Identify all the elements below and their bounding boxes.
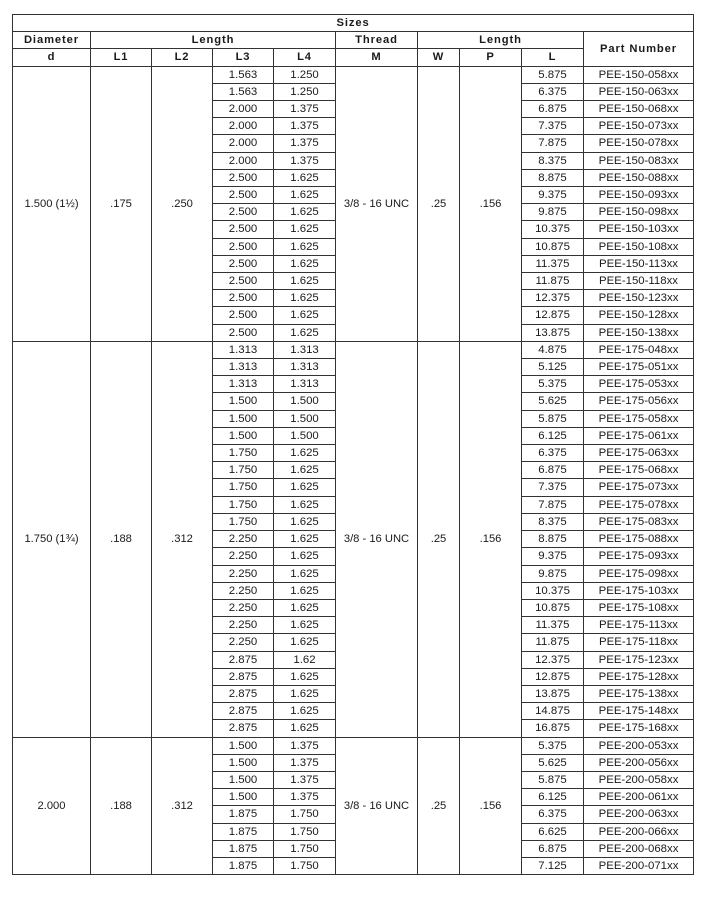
length-l-cell: 6.375 bbox=[522, 445, 584, 462]
length-l-cell: 7.375 bbox=[522, 479, 584, 496]
thread-cell: 3/8 - 16 UNC bbox=[336, 341, 418, 737]
l3-cell: 2.250 bbox=[213, 634, 274, 651]
l4-cell: 1.625 bbox=[274, 531, 336, 548]
l3-cell: 1.875 bbox=[213, 840, 274, 857]
length-l-cell: 5.625 bbox=[522, 393, 584, 410]
part-number-cell: PEE-175-098xx bbox=[584, 565, 694, 582]
l4-cell: 1.750 bbox=[274, 857, 336, 874]
part-number-cell: PEE-175-118xx bbox=[584, 634, 694, 651]
part-number-cell: PEE-150-128xx bbox=[584, 307, 694, 324]
length-l-cell: 5.375 bbox=[522, 376, 584, 393]
length-l-cell: 5.875 bbox=[522, 410, 584, 427]
length-l-cell: 7.875 bbox=[522, 496, 584, 513]
l3-cell: 2.875 bbox=[213, 651, 274, 668]
table-row bbox=[13, 66, 694, 83]
part-number-cell: PEE-200-071xx bbox=[584, 857, 694, 874]
l4-cell: 1.500 bbox=[274, 393, 336, 410]
p-cell: .156 bbox=[460, 341, 522, 737]
length-l-cell: 12.875 bbox=[522, 307, 584, 324]
l4-cell: 1.500 bbox=[274, 427, 336, 444]
l4-cell: 1.625 bbox=[274, 548, 336, 565]
length-l-cell: 11.875 bbox=[522, 273, 584, 290]
l3-cell: 1.500 bbox=[213, 410, 274, 427]
length-l-cell: 9.375 bbox=[522, 548, 584, 565]
table-row bbox=[13, 341, 694, 358]
l3-cell: 1.750 bbox=[213, 513, 274, 530]
part-number-cell: PEE-175-056xx bbox=[584, 393, 694, 410]
length-l-cell: 13.875 bbox=[522, 324, 584, 341]
l3-cell: 1.750 bbox=[213, 462, 274, 479]
length-l-cell: 6.875 bbox=[522, 462, 584, 479]
l3-cell: 2.500 bbox=[213, 204, 274, 221]
header-diameter: Diameter bbox=[13, 32, 91, 49]
part-number-cell: PEE-150-093xx bbox=[584, 187, 694, 204]
part-number-cell: PEE-150-078xx bbox=[584, 135, 694, 152]
l3-cell: 2.500 bbox=[213, 221, 274, 238]
part-number-cell: PEE-200-053xx bbox=[584, 737, 694, 754]
l1-cell: .188 bbox=[91, 341, 152, 737]
part-number-cell: PEE-175-113xx bbox=[584, 617, 694, 634]
l3-cell: 2.250 bbox=[213, 531, 274, 548]
length-l-cell: 6.875 bbox=[522, 840, 584, 857]
part-number-cell: PEE-200-068xx bbox=[584, 840, 694, 857]
length-l-cell: 7.125 bbox=[522, 857, 584, 874]
l3-cell: 2.000 bbox=[213, 152, 274, 169]
l4-cell: 1.625 bbox=[274, 290, 336, 307]
l4-cell: 1.625 bbox=[274, 582, 336, 599]
l3-cell: 1.500 bbox=[213, 393, 274, 410]
l2-cell: .250 bbox=[152, 66, 213, 341]
l4-cell: 1.375 bbox=[274, 789, 336, 806]
part-number-cell: PEE-150-138xx bbox=[584, 324, 694, 341]
w-cell: .25 bbox=[418, 341, 460, 737]
l3-cell: 1.750 bbox=[213, 445, 274, 462]
l4-cell: 1.625 bbox=[274, 634, 336, 651]
l4-cell: 1.625 bbox=[274, 445, 336, 462]
l4-cell: 1.250 bbox=[274, 66, 336, 83]
length-l-cell: 6.125 bbox=[522, 789, 584, 806]
part-number-cell: PEE-175-068xx bbox=[584, 462, 694, 479]
l4-cell: 1.625 bbox=[274, 599, 336, 616]
l3-cell: 2.250 bbox=[213, 582, 274, 599]
l4-cell: 1.375 bbox=[274, 135, 336, 152]
l4-cell: 1.375 bbox=[274, 118, 336, 135]
part-number-cell: PEE-175-148xx bbox=[584, 703, 694, 720]
l3-cell: 1.750 bbox=[213, 479, 274, 496]
column-header-l2: L2 bbox=[152, 49, 213, 66]
length-l-cell: 9.375 bbox=[522, 187, 584, 204]
l3-cell: 1.313 bbox=[213, 341, 274, 358]
p-cell: .156 bbox=[460, 737, 522, 875]
part-number-cell: PEE-175-083xx bbox=[584, 513, 694, 530]
length-l-cell: 8.375 bbox=[522, 513, 584, 530]
l4-cell: 1.625 bbox=[274, 565, 336, 582]
column-header-l3: L3 bbox=[213, 49, 274, 66]
l4-cell: 1.313 bbox=[274, 341, 336, 358]
sizes-table bbox=[12, 14, 694, 875]
column-header-w: W bbox=[418, 49, 460, 66]
l4-cell: 1.313 bbox=[274, 359, 336, 376]
header-length-2: Length bbox=[418, 32, 584, 49]
length-l-cell: 12.875 bbox=[522, 668, 584, 685]
diameter-cell: 2.000 bbox=[13, 737, 91, 875]
length-l-cell: 7.375 bbox=[522, 118, 584, 135]
l3-cell: 2.875 bbox=[213, 685, 274, 702]
l3-cell: 1.750 bbox=[213, 496, 274, 513]
length-l-cell: 4.875 bbox=[522, 341, 584, 358]
l4-cell: 1.375 bbox=[274, 771, 336, 788]
l1-cell: .188 bbox=[91, 737, 152, 875]
part-number-cell: PEE-150-113xx bbox=[584, 255, 694, 272]
length-l-cell: 8.875 bbox=[522, 169, 584, 186]
part-number-cell: PEE-175-048xx bbox=[584, 341, 694, 358]
l4-cell: 1.625 bbox=[274, 238, 336, 255]
part-number-cell: PEE-150-083xx bbox=[584, 152, 694, 169]
l3-cell: 2.500 bbox=[213, 290, 274, 307]
part-number-cell: PEE-150-103xx bbox=[584, 221, 694, 238]
l4-cell: 1.625 bbox=[274, 324, 336, 341]
l3-cell: 2.500 bbox=[213, 255, 274, 272]
l4-cell: 1.625 bbox=[274, 255, 336, 272]
column-header-l: L bbox=[522, 49, 584, 66]
part-number-cell: PEE-200-063xx bbox=[584, 806, 694, 823]
l3-cell: 1.500 bbox=[213, 789, 274, 806]
length-l-cell: 12.375 bbox=[522, 651, 584, 668]
length-l-cell: 13.875 bbox=[522, 685, 584, 702]
l4-cell: 1.625 bbox=[274, 479, 336, 496]
l4-cell: 1.625 bbox=[274, 307, 336, 324]
thread-cell: 3/8 - 16 UNC bbox=[336, 737, 418, 875]
l4-cell: 1.625 bbox=[274, 273, 336, 290]
l4-cell: 1.625 bbox=[274, 187, 336, 204]
part-number-cell: PEE-150-058xx bbox=[584, 66, 694, 83]
l4-cell: 1.375 bbox=[274, 101, 336, 118]
part-number-cell: PEE-200-058xx bbox=[584, 771, 694, 788]
length-l-cell: 5.625 bbox=[522, 754, 584, 771]
l4-cell: 1.625 bbox=[274, 221, 336, 238]
l3-cell: 2.500 bbox=[213, 187, 274, 204]
column-header-p: P bbox=[460, 49, 522, 66]
l3-cell: 2.250 bbox=[213, 565, 274, 582]
l3-cell: 1.313 bbox=[213, 359, 274, 376]
l3-cell: 1.875 bbox=[213, 806, 274, 823]
l4-cell: 1.625 bbox=[274, 703, 336, 720]
part-number-cell: PEE-175-078xx bbox=[584, 496, 694, 513]
l4-cell: 1.375 bbox=[274, 754, 336, 771]
l3-cell: 1.563 bbox=[213, 66, 274, 83]
part-number-cell: PEE-175-051xx bbox=[584, 359, 694, 376]
l3-cell: 2.500 bbox=[213, 238, 274, 255]
w-cell: .25 bbox=[418, 66, 460, 341]
diameter-cell: 1.750 (1¾) bbox=[13, 341, 91, 737]
l3-cell: 1.500 bbox=[213, 771, 274, 788]
header-length: Length bbox=[91, 32, 336, 49]
length-l-cell: 5.375 bbox=[522, 737, 584, 754]
l2-cell: .312 bbox=[152, 737, 213, 875]
sizes-table-body bbox=[13, 66, 694, 875]
l4-cell: 1.625 bbox=[274, 685, 336, 702]
l3-cell: 2.250 bbox=[213, 599, 274, 616]
part-number-cell: PEE-175-073xx bbox=[584, 479, 694, 496]
part-number-cell: PEE-150-063xx bbox=[584, 83, 694, 100]
l3-cell: 2.500 bbox=[213, 307, 274, 324]
sizes-table-container bbox=[12, 14, 694, 875]
length-l-cell: 9.875 bbox=[522, 204, 584, 221]
length-l-cell: 5.875 bbox=[522, 771, 584, 788]
l4-cell: 1.625 bbox=[274, 668, 336, 685]
length-l-cell: 10.875 bbox=[522, 238, 584, 255]
l3-cell: 2.875 bbox=[213, 668, 274, 685]
thread-cell: 3/8 - 16 UNC bbox=[336, 66, 418, 341]
part-number-cell: PEE-175-058xx bbox=[584, 410, 694, 427]
l4-cell: 1.625 bbox=[274, 169, 336, 186]
table-title: Sizes bbox=[13, 15, 694, 32]
l3-cell: 1.500 bbox=[213, 737, 274, 754]
diameter-cell: 1.500 (1½) bbox=[13, 66, 91, 341]
column-header-l1: L1 bbox=[91, 49, 152, 66]
l4-cell: 1.500 bbox=[274, 410, 336, 427]
l3-cell: 2.250 bbox=[213, 617, 274, 634]
part-number-cell: PEE-175-123xx bbox=[584, 651, 694, 668]
l4-cell: 1.625 bbox=[274, 513, 336, 530]
l4-cell: 1.625 bbox=[274, 496, 336, 513]
column-header-d: d bbox=[13, 49, 91, 66]
l4-cell: 1.375 bbox=[274, 737, 336, 754]
l4-cell: 1.62 bbox=[274, 651, 336, 668]
l2-cell: .312 bbox=[152, 341, 213, 737]
part-number-cell: PEE-175-168xx bbox=[584, 720, 694, 737]
part-number-cell: PEE-175-053xx bbox=[584, 376, 694, 393]
length-l-cell: 5.875 bbox=[522, 66, 584, 83]
l3-cell: 1.875 bbox=[213, 857, 274, 874]
l3-cell: 2.000 bbox=[213, 118, 274, 135]
header-part-number: Part Number bbox=[584, 32, 694, 66]
l1-cell: .175 bbox=[91, 66, 152, 341]
length-l-cell: 5.125 bbox=[522, 359, 584, 376]
length-l-cell: 6.625 bbox=[522, 823, 584, 840]
l3-cell: 2.000 bbox=[213, 101, 274, 118]
part-number-cell: PEE-175-108xx bbox=[584, 599, 694, 616]
l3-cell: 2.875 bbox=[213, 703, 274, 720]
part-number-cell: PEE-175-088xx bbox=[584, 531, 694, 548]
l4-cell: 1.313 bbox=[274, 376, 336, 393]
l3-cell: 1.875 bbox=[213, 823, 274, 840]
l3-cell: 1.500 bbox=[213, 754, 274, 771]
part-number-cell: PEE-150-118xx bbox=[584, 273, 694, 290]
l3-cell: 2.875 bbox=[213, 720, 274, 737]
length-l-cell: 10.375 bbox=[522, 582, 584, 599]
l4-cell: 1.250 bbox=[274, 83, 336, 100]
column-header-m: M bbox=[336, 49, 418, 66]
l3-cell: 1.313 bbox=[213, 376, 274, 393]
l3-cell: 2.500 bbox=[213, 273, 274, 290]
part-number-cell: PEE-175-103xx bbox=[584, 582, 694, 599]
part-number-cell: PEE-175-061xx bbox=[584, 427, 694, 444]
l4-cell: 1.750 bbox=[274, 840, 336, 857]
part-number-cell: PEE-200-061xx bbox=[584, 789, 694, 806]
part-number-cell: PEE-150-073xx bbox=[584, 118, 694, 135]
part-number-cell: PEE-175-063xx bbox=[584, 445, 694, 462]
part-number-cell: PEE-150-098xx bbox=[584, 204, 694, 221]
length-l-cell: 12.375 bbox=[522, 290, 584, 307]
length-l-cell: 14.875 bbox=[522, 703, 584, 720]
length-l-cell: 7.875 bbox=[522, 135, 584, 152]
l3-cell: 2.500 bbox=[213, 324, 274, 341]
length-l-cell: 6.875 bbox=[522, 101, 584, 118]
l3-cell: 2.500 bbox=[213, 169, 274, 186]
length-l-cell: 11.375 bbox=[522, 255, 584, 272]
l3-cell: 1.563 bbox=[213, 83, 274, 100]
l3-cell: 2.000 bbox=[213, 135, 274, 152]
l4-cell: 1.750 bbox=[274, 823, 336, 840]
part-number-cell: PEE-175-138xx bbox=[584, 685, 694, 702]
length-l-cell: 11.375 bbox=[522, 617, 584, 634]
table-row bbox=[13, 737, 694, 754]
l4-cell: 1.625 bbox=[274, 462, 336, 479]
length-l-cell: 6.375 bbox=[522, 83, 584, 100]
length-l-cell: 9.875 bbox=[522, 565, 584, 582]
part-number-cell: PEE-175-093xx bbox=[584, 548, 694, 565]
length-l-cell: 10.375 bbox=[522, 221, 584, 238]
length-l-cell: 11.875 bbox=[522, 634, 584, 651]
length-l-cell: 16.875 bbox=[522, 720, 584, 737]
w-cell: .25 bbox=[418, 737, 460, 875]
l4-cell: 1.750 bbox=[274, 806, 336, 823]
part-number-cell: PEE-150-068xx bbox=[584, 101, 694, 118]
l4-cell: 1.625 bbox=[274, 720, 336, 737]
l3-cell: 2.250 bbox=[213, 548, 274, 565]
part-number-cell: PEE-200-066xx bbox=[584, 823, 694, 840]
p-cell: .156 bbox=[460, 66, 522, 341]
l4-cell: 1.625 bbox=[274, 204, 336, 221]
l4-cell: 1.375 bbox=[274, 152, 336, 169]
l4-cell: 1.625 bbox=[274, 617, 336, 634]
part-number-cell: PEE-150-108xx bbox=[584, 238, 694, 255]
column-header-l4: L4 bbox=[274, 49, 336, 66]
length-l-cell: 10.875 bbox=[522, 599, 584, 616]
l3-cell: 1.500 bbox=[213, 427, 274, 444]
part-number-cell: PEE-150-123xx bbox=[584, 290, 694, 307]
part-number-cell: PEE-175-128xx bbox=[584, 668, 694, 685]
part-number-cell: PEE-150-088xx bbox=[584, 169, 694, 186]
part-number-cell: PEE-200-056xx bbox=[584, 754, 694, 771]
header-thread: Thread bbox=[336, 32, 418, 49]
length-l-cell: 6.375 bbox=[522, 806, 584, 823]
length-l-cell: 6.125 bbox=[522, 427, 584, 444]
length-l-cell: 8.875 bbox=[522, 531, 584, 548]
length-l-cell: 8.375 bbox=[522, 152, 584, 169]
